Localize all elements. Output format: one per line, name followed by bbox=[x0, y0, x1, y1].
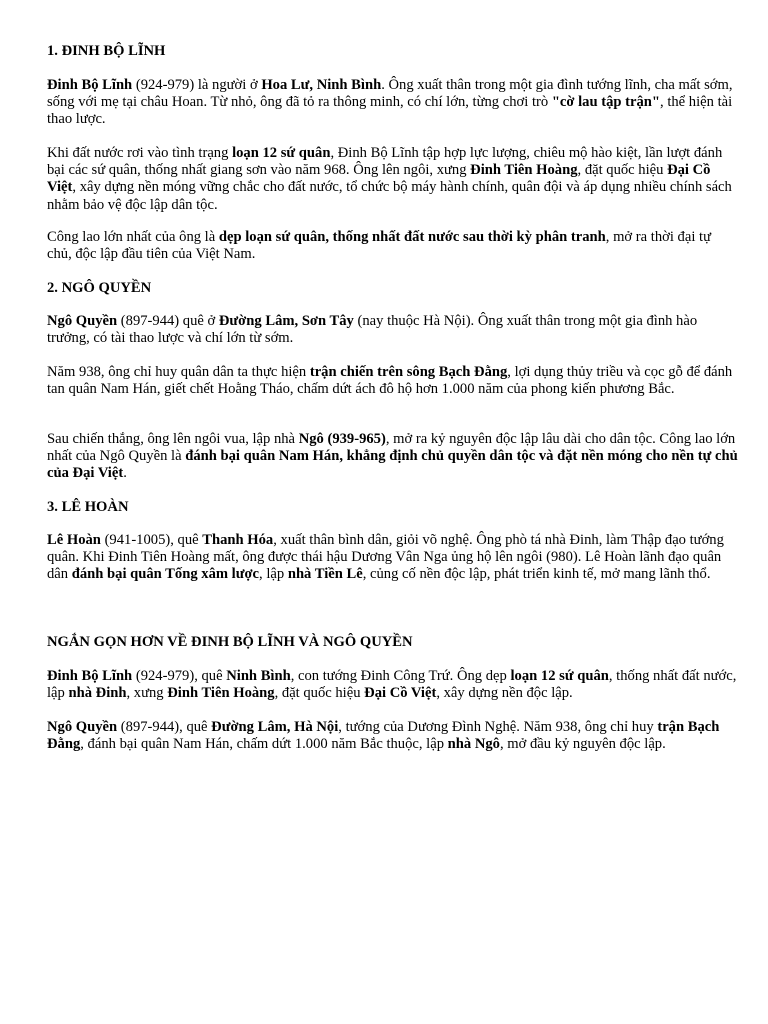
text-run: (924-979), quê bbox=[132, 668, 227, 684]
bold-text-run: loạn 12 sứ quân bbox=[232, 145, 331, 161]
bold-text-run: đánh bại quân Nam Hán, khẳng định chủ quyền dân tộc và đặt nền móng cho nền tự chủ của Đại Việt bbox=[47, 448, 738, 482]
bold-text-run: "cờ lau tập trận" bbox=[551, 94, 661, 111]
bold-text-run: loạn 12 sứ quân bbox=[510, 668, 609, 684]
bold-text-run: Ngô Quyền bbox=[47, 719, 118, 735]
section-heading-summary: NGẮN GỌN HƠN VỀ ĐINH BỘ LĨNH VÀ NGÔ QUYỀN bbox=[47, 634, 413, 650]
text-run: , xây dựng nền móng vững chắc cho đất nước, tổ chức bộ máy hành chính, quân đội và áp dụng nhiều chính sách nhằm bảo vệ độc lập dân tộc. bbox=[47, 179, 732, 213]
text-run: , tướng của Dương Đình Nghệ. Năm 938, ông chỉ huy bbox=[338, 719, 658, 735]
bold-text-run: nhà Ngô bbox=[447, 736, 500, 753]
bold-text-run: Ninh Bình bbox=[226, 668, 291, 684]
section-heading-le-hoan: 3. LÊ HOÀN bbox=[47, 499, 129, 515]
bold-text-run: Đinh Bộ Lĩnh bbox=[47, 77, 133, 93]
text-run: . bbox=[123, 465, 127, 482]
bold-text-run: nhà Đinh bbox=[68, 685, 127, 702]
text-run: , mở ra thời đại tự chủ, độc lập đầu tiên của Việt Nam. bbox=[47, 229, 711, 263]
paragraph-dinh-bo-linh-legacy bbox=[47, 229, 739, 263]
text-run: (nay thuộc Hà Nội). Ông xuất thân trong một gia đình hào trưởng, có tài thao lược và chí lớn từ sớm. bbox=[47, 313, 698, 347]
bold-text-run: Đường Lâm, Hà Nội bbox=[211, 719, 339, 735]
section-heading-ngo-quyen: 2. NGÔ QUYỀN bbox=[47, 280, 152, 296]
text-run: , lợi dụng thủy triều và cọc gỗ để đánh tan quân Nam Hán, giết chết Hoằng Tháo, chấm dứt ách đô hộ hơn 1.000 năm của phong kiến phương Bắc. bbox=[47, 364, 733, 398]
text-run: (941-1005), quê bbox=[100, 532, 203, 548]
bold-text-run: Đại Cồ Việt bbox=[364, 685, 437, 702]
text-run: . Ông xuất thân trong một gia đình tướng lĩnh, cha mất sớm, sống với mẹ tại châu Hoan. Từ nhỏ, ông đã tỏ ra thông minh, có chí lớn, từng chơi trò bbox=[47, 77, 733, 111]
paragraph-summary-ngo-quyen bbox=[47, 719, 739, 753]
text-run: , xuất thân bình dân, giỏi võ nghệ. Ông phò tá nhà Đinh, làm Thập đạo tướng quân. Khi Đinh Tiên Hoàng mất, ông được thái hậu Dương Vân Nga ủng hộ lên ngôi (980). Lê Hoàn lãnh đạo quân dân bbox=[47, 532, 724, 583]
bold-text-run: Đinh Tiên Hoàng bbox=[470, 162, 578, 179]
bold-text-run: Đại Cồ Việt bbox=[47, 162, 711, 196]
bold-text-run: nhà Tiền Lê bbox=[287, 566, 363, 583]
text-run: , đặt quốc hiệu bbox=[577, 162, 668, 179]
text-run: , lập bbox=[259, 566, 288, 583]
bold-text-run: Ngô Quyền bbox=[47, 313, 118, 329]
text-run: Khi đất nước rơi vào tình trạng bbox=[47, 145, 233, 161]
bold-text-run: Đường Lâm, Sơn Tây bbox=[218, 313, 354, 329]
text-run: , đánh bại quân Nam Hán, chấm dứt 1.000 năm Bắc thuộc, lập bbox=[80, 736, 448, 753]
bold-text-run: đánh bại quân Tống xâm lược bbox=[71, 566, 260, 583]
text-run: , củng cố nền độc lập, phát triển kinh tế, mở mang lãnh thổ. bbox=[362, 566, 711, 583]
bold-text-run: Đinh Tiên Hoàng bbox=[167, 685, 275, 702]
text-run: (924-979) là người ở bbox=[132, 77, 262, 93]
text-run: (897-944), quê bbox=[117, 719, 212, 735]
text-run: , Đinh Bộ Lĩnh tập hợp lực lượng, chiêu mộ hào kiệt, lần lượt đánh bại các sứ quân, thống nhất giang sơn vào năm 968. Ông lên ngôi, xưng bbox=[47, 145, 723, 179]
paragraph-ngo-quyen-legacy bbox=[47, 431, 739, 483]
paragraph-dinh-bo-linh-origin bbox=[47, 77, 739, 129]
paragraph-ngo-quyen-bach-dang bbox=[47, 364, 739, 398]
bold-text-run: Lê Hoàn bbox=[47, 532, 101, 548]
bold-text-run: dẹp loạn sứ quân, thống nhất đất nước sau thời kỳ phân tranh bbox=[218, 229, 606, 245]
bold-text-run: Ngô (939-965) bbox=[298, 431, 386, 447]
bold-text-run: Hoa Lư, Ninh Bình bbox=[261, 77, 382, 93]
text-run: , thể hiện tài thao lược. bbox=[47, 94, 733, 128]
text-run: Năm 938, ông chỉ huy quân dân ta thực hiện bbox=[47, 364, 310, 380]
bold-text-run: trận chiến trên sông Bạch Đằng bbox=[309, 364, 508, 380]
bold-text-run: trận Bạch Đằng bbox=[47, 719, 720, 753]
paragraph-ngo-quyen-origin bbox=[47, 313, 739, 347]
section-heading-dinh-bo-linh: 1. ĐINH BỘ LĨNH bbox=[47, 43, 166, 59]
text-run: , con tướng Đinh Công Trứ. Ông dẹp bbox=[290, 668, 511, 684]
text-run: , xây dựng nền độc lập. bbox=[436, 685, 573, 702]
paragraph-dinh-bo-linh-unification bbox=[47, 145, 739, 214]
paragraph-summary-dinh-bo-linh bbox=[47, 668, 739, 702]
text-run: , mở đầu kỷ nguyên độc lập. bbox=[499, 736, 666, 753]
text-run: , thống nhất đất nước, lập bbox=[47, 668, 737, 702]
bold-text-run: Đinh Bộ Lĩnh bbox=[47, 668, 133, 684]
bold-text-run: Thanh Hóa bbox=[202, 532, 274, 548]
paragraph-le-hoan bbox=[47, 532, 739, 584]
text-run: , xưng bbox=[126, 685, 168, 702]
text-run: Sau chiến thắng, ông lên ngôi vua, lập nhà bbox=[47, 431, 299, 447]
text-run: Công lao lớn nhất của ông là bbox=[47, 229, 219, 245]
text-run: , mở ra kỷ nguyên độc lập lâu dài cho dân tộc. Công lao lớn nhất của Ngô Quyền là bbox=[47, 431, 736, 465]
text-run: , đặt quốc hiệu bbox=[274, 685, 365, 702]
text-run: (897-944) quê ở bbox=[117, 313, 219, 329]
